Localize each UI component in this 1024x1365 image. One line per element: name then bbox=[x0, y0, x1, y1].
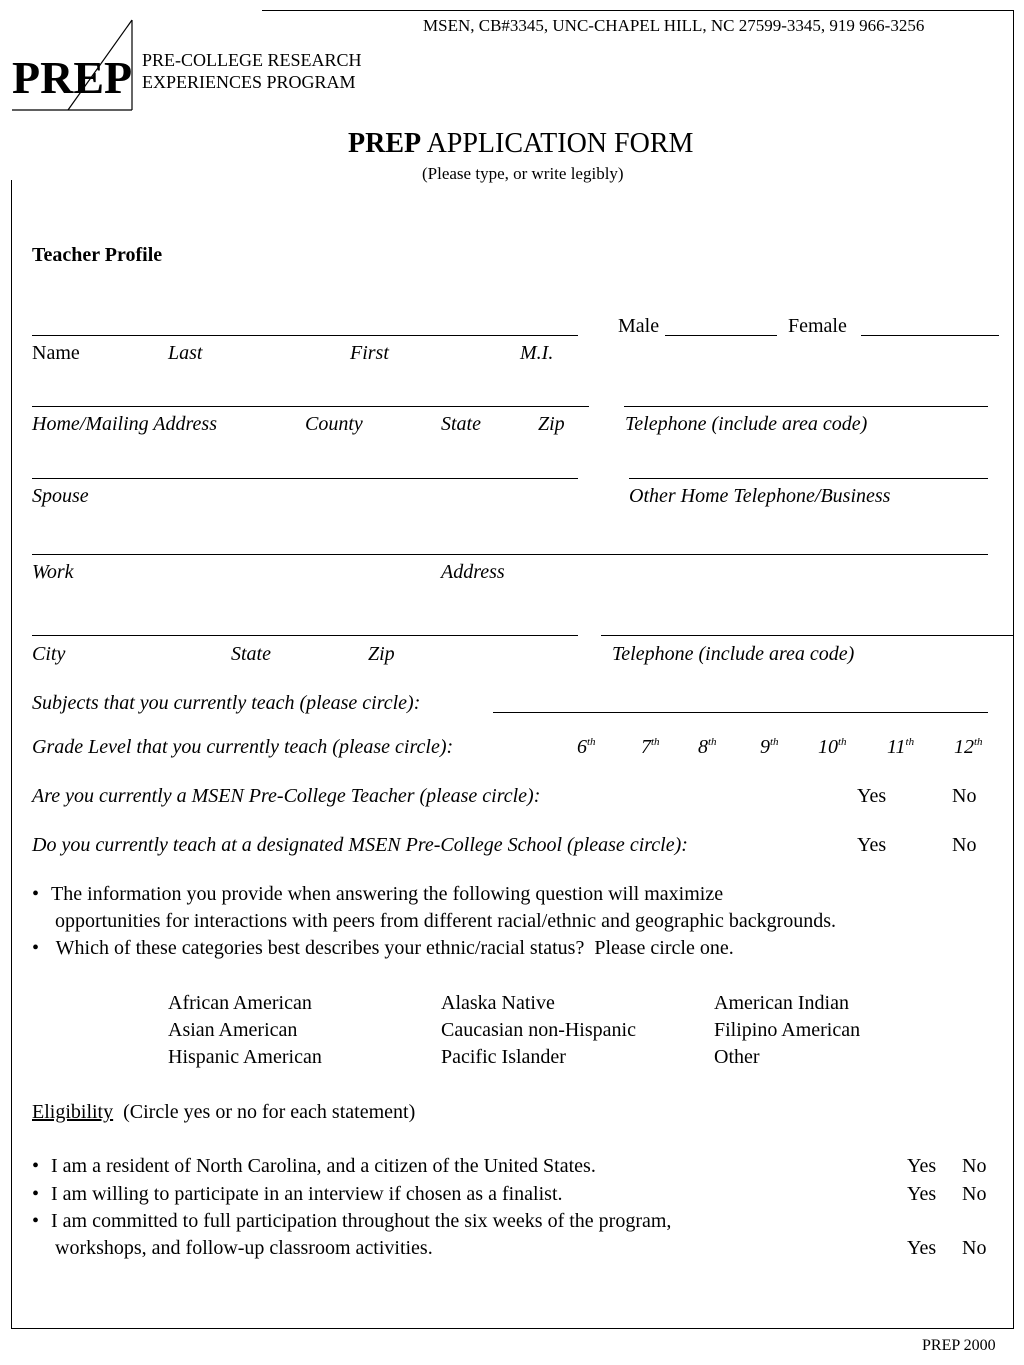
female-field-line[interactable] bbox=[861, 335, 999, 336]
prep-logo bbox=[10, 18, 135, 113]
grade-option[interactable] bbox=[760, 736, 779, 759]
msen-teacher-no-option[interactable]: No bbox=[952, 785, 977, 807]
city-field-line[interactable] bbox=[32, 635, 578, 636]
header-address: MSEN, CB#3345, UNC-CHAPEL HILL, NC 27599-3345, 919 966-3256 bbox=[423, 16, 925, 35]
program-name-line2: EXPERIENCES PROGRAM bbox=[142, 72, 356, 92]
ethnicity-option[interactable]: American Indian bbox=[714, 992, 849, 1014]
grade-option[interactable] bbox=[698, 736, 717, 759]
city-zip-label: Zip bbox=[368, 643, 395, 665]
ethnicity-option[interactable]: African American bbox=[168, 992, 312, 1014]
left-border bbox=[11, 180, 12, 1329]
grade-suffix: th bbox=[905, 736, 915, 748]
form-title-rest: APPLICATION FORM bbox=[421, 128, 694, 159]
last-label: Last bbox=[168, 342, 203, 364]
ethnicity-option[interactable]: Other bbox=[714, 1046, 760, 1068]
msen-school-yes-option[interactable]: Yes bbox=[857, 834, 887, 856]
female-label: Female bbox=[788, 315, 847, 337]
ethnicity-option[interactable]: Asian American bbox=[168, 1019, 298, 1041]
grade-option[interactable] bbox=[818, 736, 847, 759]
work-address-label: Address bbox=[441, 561, 505, 583]
eligibility-1-no-option[interactable]: No bbox=[962, 1155, 987, 1177]
grade-option[interactable] bbox=[887, 736, 914, 759]
grade-suffix: th bbox=[838, 736, 847, 748]
grade-level-label: Grade Level that you currently teach (please circle): bbox=[32, 736, 454, 758]
telephone-label: Telephone (include area code) bbox=[625, 413, 868, 435]
grade-number: 12 bbox=[954, 736, 974, 758]
eligibility-heading-row bbox=[32, 1101, 415, 1124]
eligibility-1-yes-option[interactable]: Yes bbox=[907, 1155, 937, 1177]
grade-option[interactable] bbox=[954, 736, 983, 759]
grade-suffix: th bbox=[587, 736, 596, 748]
eligibility-instruction: (Circle yes or no for each statement) bbox=[113, 1101, 416, 1123]
grade-option[interactable] bbox=[641, 736, 660, 759]
footer-label: PREP 2000 bbox=[922, 1337, 996, 1354]
subjects-label: Subjects that you currently teach (please circle): bbox=[32, 692, 421, 714]
grade-number: 11 bbox=[887, 736, 906, 758]
bullet-icon: • bbox=[32, 1210, 40, 1232]
form-title bbox=[348, 128, 693, 160]
msen-teacher-yes-option[interactable]: Yes bbox=[857, 785, 887, 807]
ethnicity-option[interactable]: Filipino American bbox=[714, 1019, 861, 1041]
msen-teacher-question: Are you currently a MSEN Pre-College Teacher (please circle): bbox=[32, 785, 541, 807]
ethnicity-option[interactable]: Hispanic American bbox=[168, 1046, 322, 1068]
grade-number: 9 bbox=[760, 736, 770, 758]
right-border bbox=[1013, 10, 1014, 1329]
bullet-icon: • bbox=[32, 1183, 40, 1205]
eligibility-statement-3-line1: I am committed to full participation throughout the six weeks of the program, bbox=[51, 1210, 672, 1232]
bullet-icon: • bbox=[32, 1155, 40, 1177]
mi-label: M.I. bbox=[520, 342, 554, 364]
ethnicity-option[interactable]: Pacific Islander bbox=[441, 1046, 566, 1068]
top-border bbox=[262, 10, 1014, 11]
eligibility-2-yes-option[interactable]: Yes bbox=[907, 1183, 937, 1205]
form-subtitle: (Please type, or write legibly) bbox=[422, 164, 624, 183]
county-label: County bbox=[305, 413, 363, 435]
eligibility-heading: Eligibility bbox=[32, 1101, 114, 1123]
bullet-icon: • bbox=[32, 937, 40, 959]
grade-suffix: th bbox=[651, 736, 660, 748]
work-telephone-field-line[interactable] bbox=[601, 635, 1013, 636]
grade-number: 10 bbox=[818, 736, 838, 758]
info-bullet2: Which of these categories best describes your ethnic/racial status? Please circle one. bbox=[51, 937, 734, 959]
city-label: City bbox=[32, 643, 66, 665]
program-name-line1: PRE-COLLEGE RESEARCH bbox=[142, 50, 362, 70]
grade-suffix: th bbox=[770, 736, 779, 748]
ethnicity-option[interactable]: Caucasian non-Hispanic bbox=[441, 1019, 636, 1041]
eligibility-3-no-option[interactable]: No bbox=[962, 1237, 987, 1259]
bottom-border bbox=[11, 1328, 1014, 1329]
home-address-field-line[interactable] bbox=[32, 406, 589, 407]
eligibility-3-yes-option[interactable]: Yes bbox=[907, 1237, 937, 1259]
eligibility-statement-1: I am a resident of North Carolina, and a citizen of the United States. bbox=[51, 1155, 596, 1177]
eligibility-statement-3-line2: workshops, and follow-up classroom activities. bbox=[55, 1237, 433, 1259]
other-phone-label: Other Home Telephone/Business bbox=[629, 485, 891, 507]
grade-suffix: th bbox=[974, 736, 983, 748]
male-field-line[interactable] bbox=[665, 335, 777, 336]
grade-number: 6 bbox=[577, 736, 587, 758]
grade-number: 7 bbox=[641, 736, 651, 758]
work-telephone-label: Telephone (include area code) bbox=[612, 643, 855, 665]
eligibility-statement-2: I am willing to participate in an interview if chosen as a finalist. bbox=[51, 1183, 563, 1205]
spouse-label: Spouse bbox=[32, 485, 89, 507]
subjects-field-line[interactable] bbox=[493, 712, 988, 713]
name-label: Name bbox=[32, 342, 80, 364]
city-state-label: State bbox=[231, 643, 271, 665]
male-label: Male bbox=[618, 315, 660, 337]
name-field-line[interactable] bbox=[32, 335, 578, 336]
other-phone-field-line[interactable] bbox=[629, 478, 988, 479]
zip-label: Zip bbox=[538, 413, 565, 435]
logo-text: PREP bbox=[12, 52, 133, 103]
grade-number: 8 bbox=[698, 736, 708, 758]
form-title-bold: PREP bbox=[348, 128, 422, 159]
state-label: State bbox=[441, 413, 481, 435]
telephone-field-line[interactable] bbox=[624, 406, 988, 407]
spouse-field-line[interactable] bbox=[32, 478, 578, 479]
work-label: Work bbox=[32, 561, 74, 583]
msen-school-no-option[interactable]: No bbox=[952, 834, 977, 856]
section-title: Teacher Profile bbox=[32, 244, 163, 266]
home-address-label: Home/Mailing Address bbox=[32, 413, 217, 435]
msen-school-question: Do you currently teach at a designated MSEN Pre-College School (please circle): bbox=[32, 834, 688, 856]
work-field-line[interactable] bbox=[32, 554, 988, 555]
grade-option[interactable] bbox=[577, 736, 596, 759]
bullet-icon: • bbox=[32, 883, 40, 905]
eligibility-2-no-option[interactable]: No bbox=[962, 1183, 987, 1205]
first-label: First bbox=[350, 342, 389, 364]
grade-suffix: th bbox=[708, 736, 717, 748]
ethnicity-option[interactable]: Alaska Native bbox=[441, 992, 555, 1014]
info-bullet1-line2: opportunities for interactions with peers from different racial/ethnic and geographic backgrounds. bbox=[55, 910, 837, 932]
info-bullet1-line1: The information you provide when answering the following question will maximize bbox=[51, 883, 724, 905]
